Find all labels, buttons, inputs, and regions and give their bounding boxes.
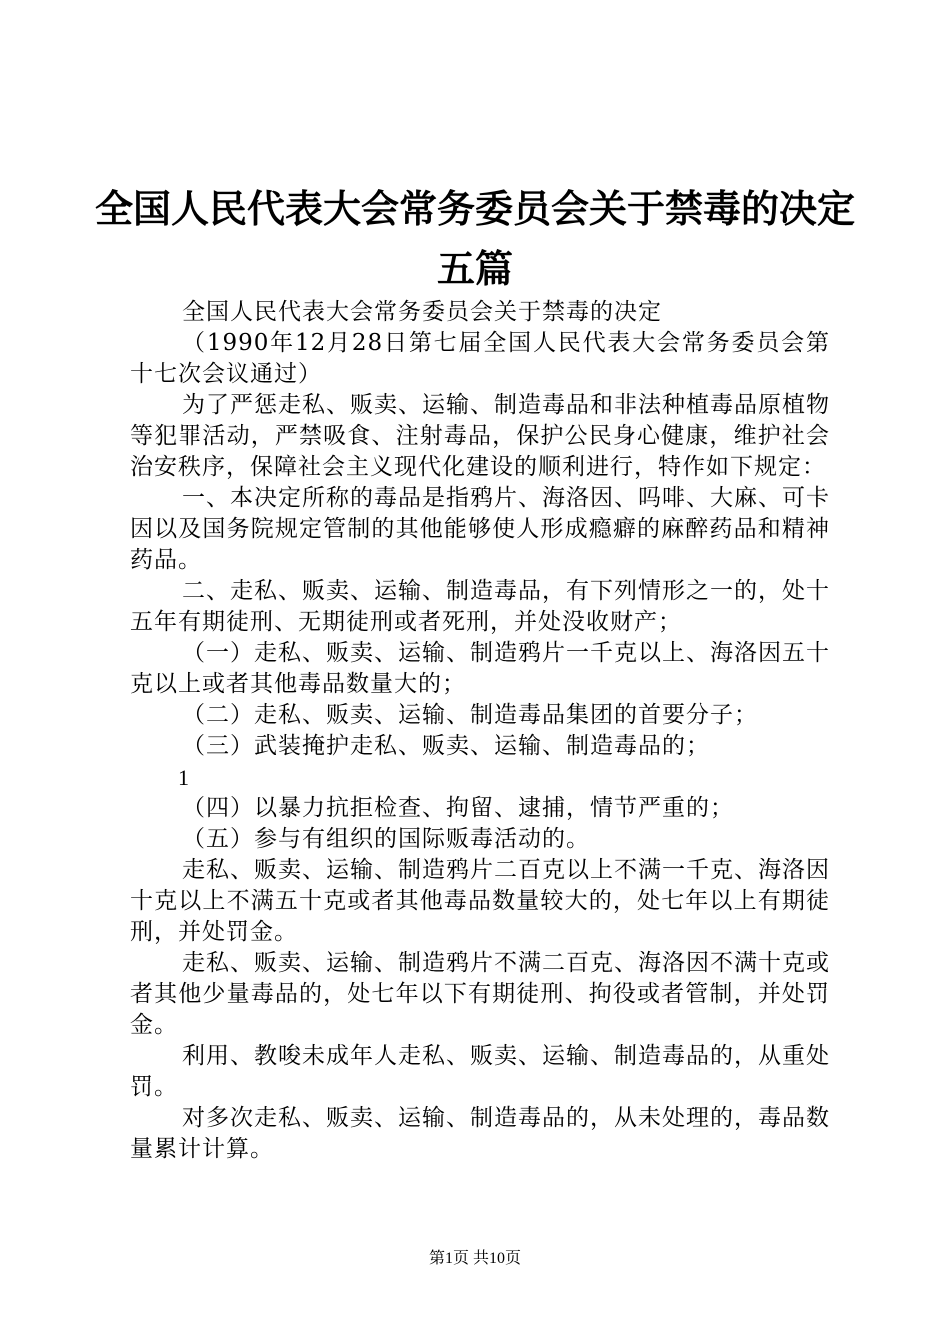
page-footer: 第1页 共10页 bbox=[428, 1250, 521, 1267]
paragraph-cumulative: 对多次走私、贩卖、运输、制造毒品的，从未处理的，毒品数量累计计算。 bbox=[130, 1105, 830, 1162]
paragraph-item-2: （二）走私、贩卖、运输、制造毒品集团的首要分子； bbox=[182, 702, 758, 728]
paragraph-article-2: 二、走私、贩卖、运输、制造毒品，有下列情形之一的，处十五年有期徒刑、无期徒刑或者死刑，并处没收财产； bbox=[130, 578, 830, 635]
paragraph-item-5: （五）参与有组织的国际贩毒活动的。 bbox=[182, 826, 590, 852]
paragraph-article-1: 一、本决定所称的毒品是指鸦片、海洛因、吗啡、大麻、可卡因以及国务院规定管制的其他能够使人形成瘾癖的麻醉药品和精神药品。 bbox=[130, 485, 830, 573]
paragraph-heading: 全国人民代表大会常务委员会关于禁毒的决定 bbox=[182, 299, 662, 325]
paragraph-item-1: （一）走私、贩卖、运输、制造鸦片一千克以上、海洛因五十克以上或者其他毒品数量大的； bbox=[130, 640, 830, 697]
paragraph-adoption-note: （1990年12月28日第七届全国人民代表大会常务委员会第十七次会议通过） bbox=[130, 330, 830, 387]
document-title-line-1: 全国人民代表大会常务委员会关于禁毒的决定 bbox=[94, 187, 855, 231]
paragraph-item-4: （四）以暴力抗拒检查、拘留、逮捕，情节严重的； bbox=[182, 795, 734, 821]
paragraph-preamble: 为了严惩走私、贩卖、运输、制造毒品和非法种植毒品原植物等犯罪活动，严禁吸食、注射毒品，保护公民身心健康，维护社会治安秩序，保障社会主义现代化建设的顺利进行，特作如下规定： bbox=[130, 392, 830, 480]
document-body bbox=[130, 297, 830, 1165]
document-title-line-2: 五篇 bbox=[436, 247, 513, 291]
paragraph-minors: 利用、教唆未成年人走私、贩卖、运输、制造毒品的，从重处罚。 bbox=[130, 1043, 830, 1100]
paragraph-item-3: （三）武装掩护走私、贩卖、运输、制造毒品的； bbox=[182, 733, 710, 759]
page-number-marker: 1 bbox=[178, 765, 190, 790]
paragraph-penalty-small: 走私、贩卖、运输、制造鸦片不满二百克、海洛因不满十克或者其他少量毒品的，处七年以下有期徒刑、拘役或者管制，并处罚金。 bbox=[130, 950, 830, 1038]
paragraph-penalty-large: 走私、贩卖、运输、制造鸦片二百克以上不满一千克、海洛因十克以上不满五十克或者其他毒品数量较大的，处七年以上有期徒刑，并处罚金。 bbox=[130, 857, 830, 945]
